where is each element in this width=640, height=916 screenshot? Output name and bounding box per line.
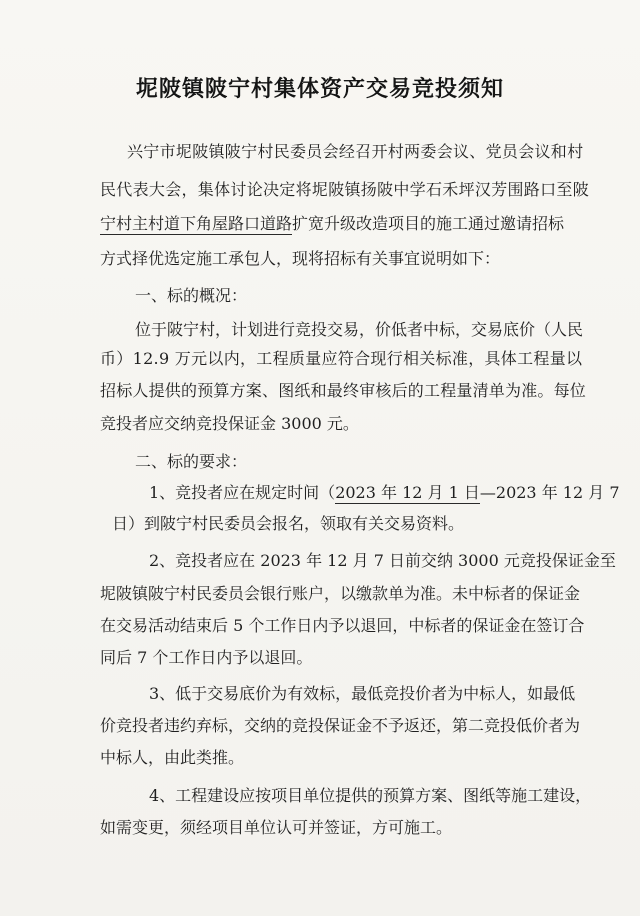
item1-line-2: 日）到陂宁村民委员会报名，领取有关交易资料。	[112, 514, 465, 533]
item1-line-1	[149, 483, 620, 503]
intro-line-4: 方式择优选定施工承包人，现将招标有关事宜说明如下：	[100, 249, 501, 268]
item3-line-2: 价竞投者违约弃标，交纳的竞投保证金不予返还，第二竞投低价者为	[100, 716, 581, 735]
item2-line-4: 同后 7 个工作日内予以退回。	[100, 648, 313, 667]
section1-line-2: 币）12.9 万元以内，工程质量应符合现行相关标准，具体工程量以	[100, 349, 583, 368]
document-title: 坭陂镇陂宁村集体资产交易竞投须知	[135, 77, 504, 102]
item4-line-1: 4、工程建设应按项目单位提供的预算方案、图纸等施工建设，	[149, 786, 592, 805]
item4-line-2: 如需变更，须经项目单位认可并签证，方可施工。	[100, 818, 453, 837]
item3-line-3: 中标人，由此类推。	[100, 748, 245, 767]
item2-line-2: 坭陂镇陂宁村民委员会银行账户，以缴款单为准。未中标者的保证金	[100, 584, 581, 603]
intro-line-2: 民代表大会，集体讨论决定将坭陂镇扬陂中学石禾坪汉芳围路口至陂	[100, 180, 590, 199]
item3-line-1: 3、低于交易底价为有效标，最低竞投价者为中标人，如最低	[149, 684, 576, 703]
intro-line-3	[100, 214, 564, 234]
project-name-underlined: 宁村主村道下角屋路口道路	[100, 214, 293, 233]
section1-line-4: 竞投者应交纳竞投保证金 3000 元。	[100, 414, 359, 433]
section1-line-3: 招标人提供的预算方案、图纸和最终审核后的工程量清单为准。每位	[100, 381, 587, 400]
intro-line-3-rest: 扩宽升级改造项目的施工通过邀请招标	[292, 214, 565, 233]
item1-line-1-pre: 1、竞投者应在规定时间（	[149, 483, 336, 502]
section1-line-1: 位于陂宁村，计划进行竞投交易，价低者中标，交易底价（人民	[135, 320, 584, 339]
registration-start-date: 2023 年 12 月 1 日	[335, 483, 480, 502]
item2-line-3: 在交易活动结束后 5 个工作日内予以退回，中标者的保证金在签订合	[100, 616, 585, 635]
item1-line-1-post: —2023 年 12 月 7	[479, 483, 620, 502]
section1-heading: 一、标的概况：	[135, 286, 248, 305]
section2-heading: 二、标的要求：	[135, 452, 248, 471]
item2-line-1: 2、竞投者应在 2023 年 12 月 7 日前交纳 3000 元竞投保证金至	[149, 551, 616, 570]
intro-line-1: 兴宁市坭陂镇陂宁村民委员会经召开村两委会议、党员会议和村	[127, 142, 584, 161]
